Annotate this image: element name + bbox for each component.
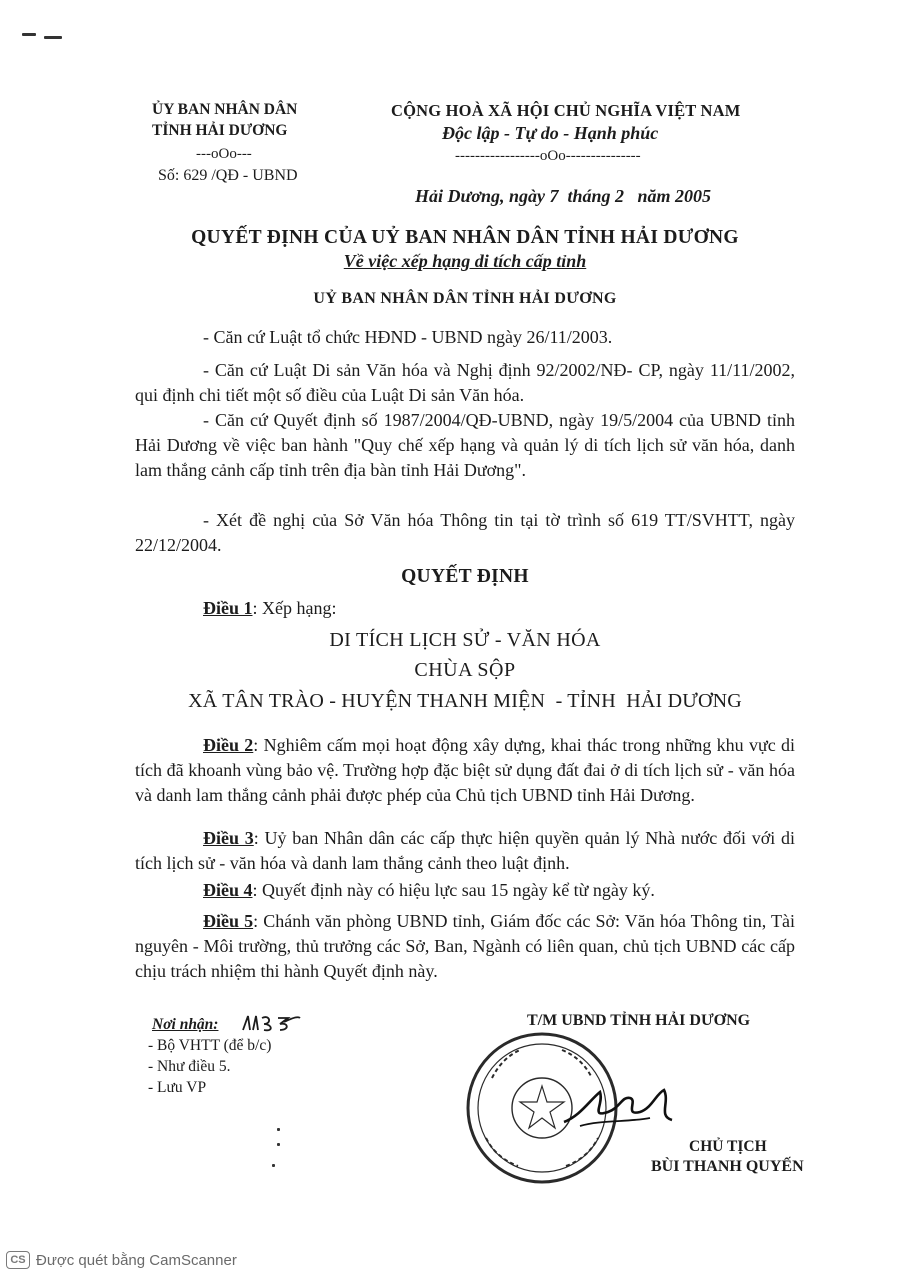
- scanner-watermark: [6, 1249, 237, 1271]
- signer-role: CHỦ TỊCH: [689, 1138, 767, 1155]
- ground-text: - Xét đề nghị của Sở Văn hóa Thông tin tại tờ trình số 619 TT/SVHTT, ngày 22/12/2004.: [135, 510, 795, 555]
- scan-speck: [22, 33, 36, 36]
- ground-text: - Căn cứ Luật tổ chức HĐND - UBND ngày 26/11/2003.: [203, 327, 613, 347]
- article-label: Điều 4: [203, 880, 253, 900]
- recipient-item: - Bộ VHTT (để b/c): [148, 1037, 272, 1054]
- handwritten-signature: [560, 1082, 680, 1132]
- scan-speck: [277, 1128, 280, 1131]
- article-label: Điều 5: [203, 911, 254, 931]
- place-and-date: Hải Dương, ngày 7 tháng 2 năm 2005: [415, 186, 711, 206]
- article-2: [135, 733, 795, 808]
- article-text: : Chánh văn phòng UBND tỉnh, Giám đốc các Sở: Văn hóa Thông tin, Tài nguyên - Môi trường, thủ trưởng các Sở, Ban, Ngành có liên quan, chủ tịch UBND các cấp chịu trách nhiệm thi hành Quyết định này.: [135, 911, 796, 981]
- article-text: : Xếp hạng:: [252, 598, 337, 618]
- relic-type: DI TÍCH LỊCH SỬ - VĂN HÓA: [329, 629, 601, 651]
- recipient-item: - Như điều 5.: [148, 1058, 231, 1075]
- relic-name: CHÙA SỘP: [414, 659, 516, 681]
- decision-heading: QUYẾT ĐỊNH: [401, 566, 529, 587]
- article-5: [135, 909, 795, 984]
- article-label: Điều 3: [203, 828, 254, 848]
- nation-name: CỘNG HOÀ XÃ HỘI CHỦ NGHĨA VIỆT NAM: [391, 101, 741, 120]
- article-label: Điều 1: [203, 598, 253, 618]
- document-number: Số: 629 /QĐ - UBND: [158, 167, 298, 184]
- handwritten-count: [240, 1012, 302, 1034]
- article-text: : Quyết định này có hiệu lực sau 15 ngày kể từ ngày ký.: [252, 880, 655, 900]
- article-text: : Nghiêm cấm mọi hoạt động xây dựng, khai thác trong những khu vực di tích đã khoanh vùng bảo vệ. Trường hợp đặc biệt sử dụng đất đai ở di tích lịch sử - văn hóa và danh lam thắng cảnh phải được phép của Chủ tịch UBND tỉnh Hải Dương.: [135, 735, 795, 805]
- scan-speck: [277, 1143, 280, 1146]
- national-motto: Độc lập - Tự do - Hạnh phúc: [442, 123, 659, 143]
- ground-text: - Căn cứ Luật Di sản Văn hóa và Nghị định 92/2002/NĐ- CP, ngày 11/11/2002, qui định chi tiết một số điều của Luật Di sản Văn hóa.: [135, 360, 795, 405]
- org-separator: ---oOo---: [196, 146, 252, 162]
- article-4: [135, 878, 795, 903]
- article-text: : Uỷ ban Nhân dân các cấp thực hiện quyền quản lý Nhà nước đối với di tích lịch sử - văn hóa và danh lam thắng cảnh theo luật định.: [135, 828, 796, 873]
- camscanner-logo-icon: CS: [6, 1251, 30, 1269]
- on-behalf-of: T/M UBND TỈNH HẢI DƯƠNG: [527, 1012, 751, 1029]
- article-label: Điều 2: [203, 735, 254, 755]
- ground-item: [135, 508, 795, 558]
- recipients-label: Nơi nhận:: [152, 1016, 219, 1033]
- document-subject: Về việc xếp hạng di tích cấp tỉnh: [343, 251, 587, 271]
- signer-name: BÙI THANH QUYẾN: [651, 1158, 804, 1175]
- scanner-watermark-text: Được quét bằng CamScanner: [36, 1251, 237, 1269]
- recipient-item: - Lưu VP: [148, 1079, 207, 1096]
- scan-speck: [272, 1164, 275, 1167]
- scan-speck: [44, 36, 62, 39]
- article-3: [135, 826, 795, 876]
- ground-text: - Căn cứ Quyết định số 1987/2004/QĐ-UBND, ngày 19/5/2004 của UBND tỉnh Hải Dương về việc ban hành "Quy chế xếp hạng và quản lý di tích lịch sử văn hóa, danh lam thắng cảnh cấp tỉnh trên địa bàn tỉnh Hải Dương".: [135, 410, 795, 480]
- org-name-line2: TỈNH HẢI DƯƠNG: [152, 122, 288, 139]
- issuing-authority: UỶ BAN NHÂN DÂN TỈNH HẢI DƯƠNG: [313, 290, 617, 307]
- ground-item: [135, 325, 795, 350]
- org-name-line1: ỦY BAN NHÂN DÂN: [152, 101, 298, 118]
- relic-location: XÃ TÂN TRÀO - HUYỆN THANH MIỆN - TỈNH HẢI DƯƠNG: [188, 690, 742, 712]
- ground-item: [135, 408, 795, 483]
- document-title: QUYẾT ĐỊNH CỦA UỶ BAN NHÂN DÂN TỈNH HẢI DƯƠNG: [191, 227, 739, 248]
- ground-item: [135, 358, 795, 408]
- article-1: [203, 598, 336, 619]
- motto-separator: -----------------oOo---------------: [455, 148, 641, 164]
